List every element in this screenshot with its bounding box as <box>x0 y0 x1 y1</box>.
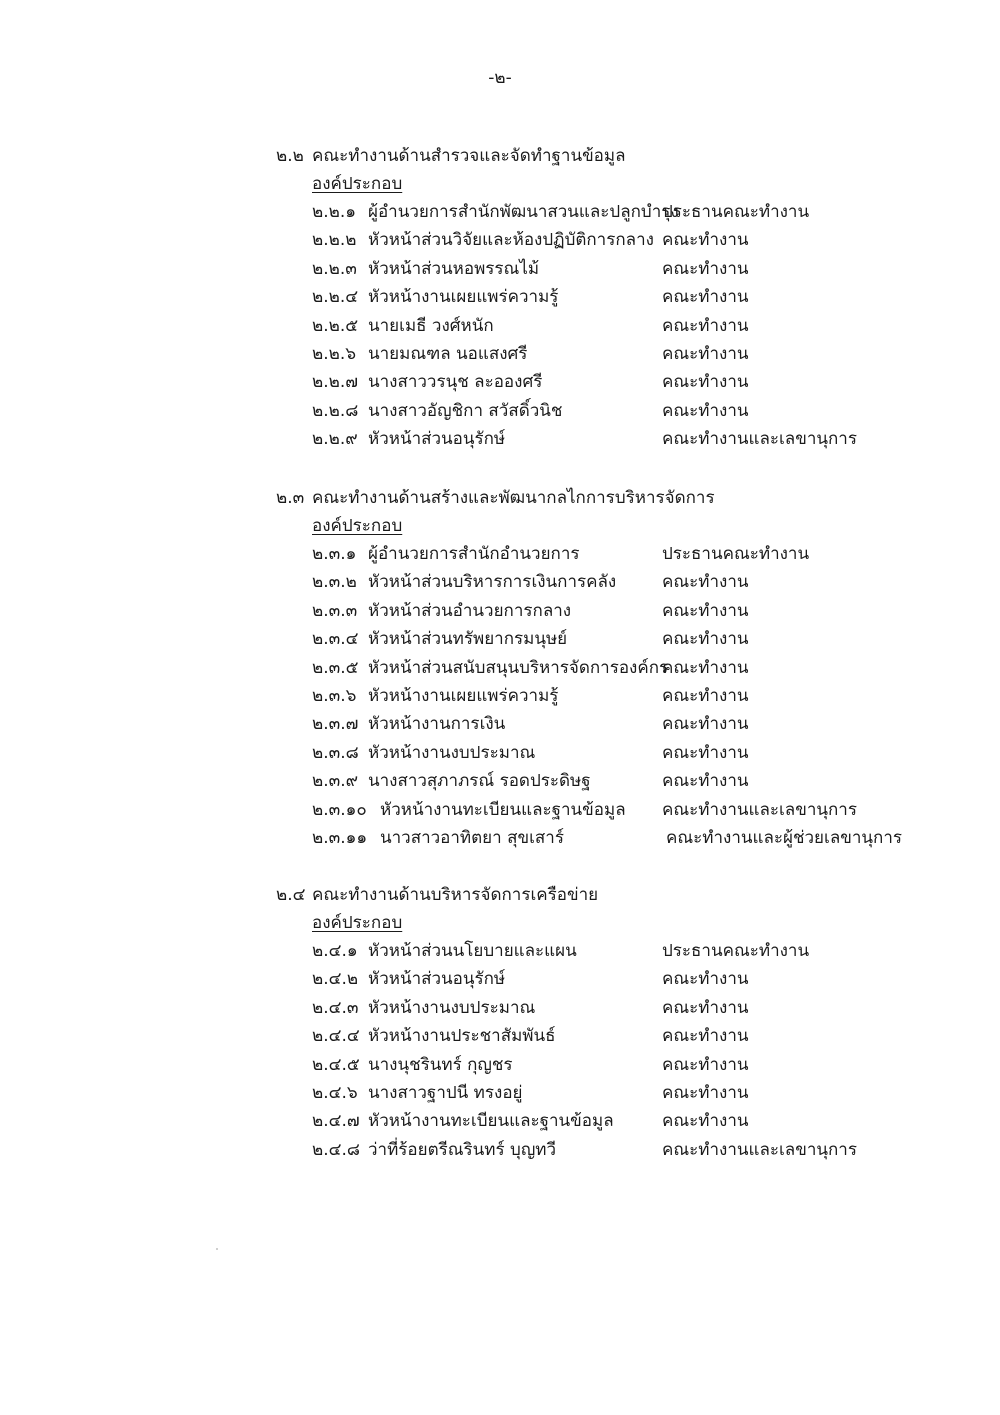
member-role: คณะทำงาน <box>662 997 749 1018</box>
member-name: นายมณฑล นอแสงศรี <box>368 343 528 364</box>
section-heading <box>276 484 956 512</box>
member-number: ๒.๒.๕ <box>312 315 359 336</box>
section-number: ๒.๔ <box>276 885 306 905</box>
member-number: ๒.๓.๓ <box>312 600 358 621</box>
member-role: คณะทำงานและผู้ช่วยเลขานุการ <box>666 827 902 848</box>
member-row <box>276 397 956 425</box>
member-name: นางนุชรินทร์ กุญชร <box>368 1054 513 1075</box>
member-row <box>276 739 956 767</box>
member-name: หัวหน้าส่วนทรัพยากรมนุษย์ <box>368 629 568 650</box>
member-name: หัวหน้าส่วนอนุรักษ์ <box>368 969 506 990</box>
member-row <box>276 1107 956 1135</box>
member-number: ๒.๒.๒ <box>312 230 357 251</box>
member-role: คณะทำงาน <box>662 1054 749 1075</box>
member-name: หัวหน้างานประชาสัมพันธ์ <box>368 1026 556 1047</box>
section-title: คณะทำงานด้านสร้างและพัฒนากลไกการบริหารจัดการ <box>312 488 715 508</box>
member-name: นางสาวสุภาภรณ์ รอดประดิษฐ <box>368 771 591 792</box>
member-name: หัวหน้างานทะเบียนและฐานข้อมูล <box>380 799 626 820</box>
member-role: คณะทำงาน <box>662 1111 749 1132</box>
member-number: ๒.๓.๑๑ <box>312 827 368 848</box>
section-2-2 <box>276 142 956 454</box>
member-name: หัวหน้าส่วนนโยบายและแผน <box>368 941 577 961</box>
member-number: ๒.๒.๘ <box>312 400 359 421</box>
member-row <box>276 226 956 254</box>
member-name: หัวหน้างานงบประมาณ <box>368 997 536 1018</box>
member-name: หัวหน้างานงบประมาณ <box>368 742 536 763</box>
member-number: ๒.๔.๔ <box>312 1026 360 1047</box>
member-number: ๒.๔.๗ <box>312 1111 360 1132</box>
member-role: คณะทำงานและเลขานุการ <box>662 429 857 450</box>
member-role: คณะทำงาน <box>662 230 749 251</box>
member-row <box>276 312 956 340</box>
member-row <box>276 540 956 568</box>
member-role: คณะทำงาน <box>662 1082 749 1103</box>
member-name: นาวสาวอาทิตยา สุขเสาร์ <box>380 827 564 848</box>
member-row <box>276 824 956 852</box>
member-role: คณะทำงาน <box>662 657 749 678</box>
section-number: ๒.๓ <box>276 488 305 508</box>
member-number: ๒.๓.๒ <box>312 572 357 593</box>
section-number: ๒.๒ <box>276 146 304 166</box>
member-role: คณะทำงาน <box>662 315 749 336</box>
member-row <box>276 710 956 738</box>
member-number: ๒.๒.๖ <box>312 343 357 364</box>
member-number: ๒.๔.๖ <box>312 1082 358 1103</box>
member-row <box>276 198 956 226</box>
member-row <box>276 255 956 283</box>
member-role: คณะทำงานและเลขานุการ <box>662 1139 857 1160</box>
member-list <box>276 198 956 454</box>
member-number: ๒.๓.๕ <box>312 657 359 678</box>
member-row <box>276 425 956 453</box>
member-name: ว่าที่ร้อยตรีณรินทร์ บุญทวี <box>368 1139 557 1160</box>
member-row <box>276 568 956 596</box>
member-name: หัวหน้าส่วนอนุรักษ์ <box>368 429 506 450</box>
member-number: ๒.๒.๔ <box>312 287 359 308</box>
member-name: หัวหน้างานการเงิน <box>368 714 506 735</box>
member-row <box>276 965 956 993</box>
member-number: ๒.๔.๘ <box>312 1139 360 1160</box>
member-role: คณะทำงาน <box>662 742 749 763</box>
member-role: คณะทำงาน <box>662 343 749 364</box>
member-name: นางสาวฐาปนี ทรงอยู่ <box>368 1082 523 1103</box>
member-number: ๒.๓.๖ <box>312 685 357 706</box>
member-name: ผู้อำนวยการสำนักอำนวยการ <box>368 544 580 564</box>
member-role: คณะทำงาน <box>662 372 749 393</box>
member-row <box>276 994 956 1022</box>
members-label: องค์ประกอบ <box>312 913 403 933</box>
member-role: คณะทำงาน <box>662 572 749 593</box>
page-number: -๒- <box>488 68 512 88</box>
member-number: ๒.๓.๘ <box>312 742 359 763</box>
member-name: หัวหน้างานเผยแพร่ความรู้ <box>368 685 559 706</box>
member-role: คณะทำงาน <box>662 771 749 792</box>
member-role: คณะทำงาน <box>662 969 749 990</box>
member-row <box>276 796 956 824</box>
member-row <box>276 1051 956 1079</box>
member-number: ๒.๓.๑๐ <box>312 799 367 820</box>
member-role: คณะทำงาน <box>662 714 749 735</box>
member-name: หัวหน้าส่วนหอพรรณไม้ <box>368 258 540 279</box>
member-number: ๒.๓.๗ <box>312 714 359 735</box>
member-number: ๒.๔.๒ <box>312 969 359 990</box>
member-list <box>276 937 956 1164</box>
member-role: ประธานคณะทำงาน <box>662 544 810 564</box>
member-role: คณะทำงาน <box>662 400 749 421</box>
section-2-4 <box>276 881 956 1164</box>
member-number: ๒.๔.๑ <box>312 941 358 961</box>
member-row <box>276 682 956 710</box>
member-number: ๒.๒.๓ <box>312 258 357 279</box>
member-role: คณะทำงาน <box>662 258 749 279</box>
member-name: หัวหน้าส่วนบริหารการเงินการคลัง <box>368 572 617 593</box>
member-name: หัวหน้าส่วนสนับสนุนบริหารจัดการองค์กร <box>368 657 669 678</box>
member-row <box>276 597 956 625</box>
member-number: ๒.๔.๓ <box>312 997 359 1018</box>
member-number: ๒.๔.๕ <box>312 1054 360 1075</box>
member-role: คณะทำงาน <box>662 287 749 308</box>
section-title: คณะทำงานด้านบริหารจัดการเครือข่าย <box>312 885 599 905</box>
members-label: องค์ประกอบ <box>312 516 403 536</box>
member-name: นางสาวอัญชิกา สวัสดิ์วนิช <box>368 400 563 421</box>
member-number: ๒.๒.๑ <box>312 202 357 222</box>
member-name: ผู้อำนวยการสำนักพัฒนาสวนและปลูกบำรุง <box>368 202 679 222</box>
member-role: ประธานคณะทำงาน <box>662 941 810 961</box>
member-role: คณะทำงานและเลขานุการ <box>662 799 857 820</box>
section-2-3 <box>276 484 956 852</box>
section-title: คณะทำงานด้านสำรวจและจัดทำฐานข้อมูล <box>312 146 626 166</box>
member-role: คณะทำงาน <box>662 1026 749 1047</box>
section-heading <box>276 881 956 909</box>
members-label: องค์ประกอบ <box>312 174 403 194</box>
member-name: หัวหน้าส่วนอำนวยการกลาง <box>368 600 572 621</box>
member-list <box>276 540 956 852</box>
member-row <box>276 1022 956 1050</box>
member-role: คณะทำงาน <box>662 600 749 621</box>
member-number: ๒.๒.๙ <box>312 429 358 450</box>
member-number: ๒.๓.๑ <box>312 544 357 564</box>
member-row <box>276 1136 956 1164</box>
member-row <box>276 767 956 795</box>
member-row <box>276 625 956 653</box>
member-role: ประธานคณะทำงาน <box>662 202 810 222</box>
scan-speck <box>216 1248 218 1250</box>
member-role: คณะทำงาน <box>662 685 749 706</box>
member-number: ๒.๓.๔ <box>312 629 359 650</box>
member-row <box>276 340 956 368</box>
member-row <box>276 1079 956 1107</box>
member-role: คณะทำงาน <box>662 629 749 650</box>
member-number: ๒.๓.๙ <box>312 771 359 792</box>
member-name: นายเมธี วงศ์หนัก <box>368 315 494 336</box>
member-name: หัวหน้างานเผยแพร่ความรู้ <box>368 287 559 308</box>
section-heading <box>276 142 956 170</box>
member-row <box>276 283 956 311</box>
member-row <box>276 937 956 965</box>
member-row <box>276 368 956 396</box>
member-number: ๒.๒.๗ <box>312 372 359 393</box>
member-name: หัวหน้างานทะเบียนและฐานข้อมูล <box>368 1111 614 1132</box>
member-name: หัวหน้าส่วนวิจัยและห้องปฏิบัติการกลาง <box>368 230 654 251</box>
member-name: นางสาววรนุช ละอองศรี <box>368 372 543 393</box>
member-row <box>276 654 956 682</box>
